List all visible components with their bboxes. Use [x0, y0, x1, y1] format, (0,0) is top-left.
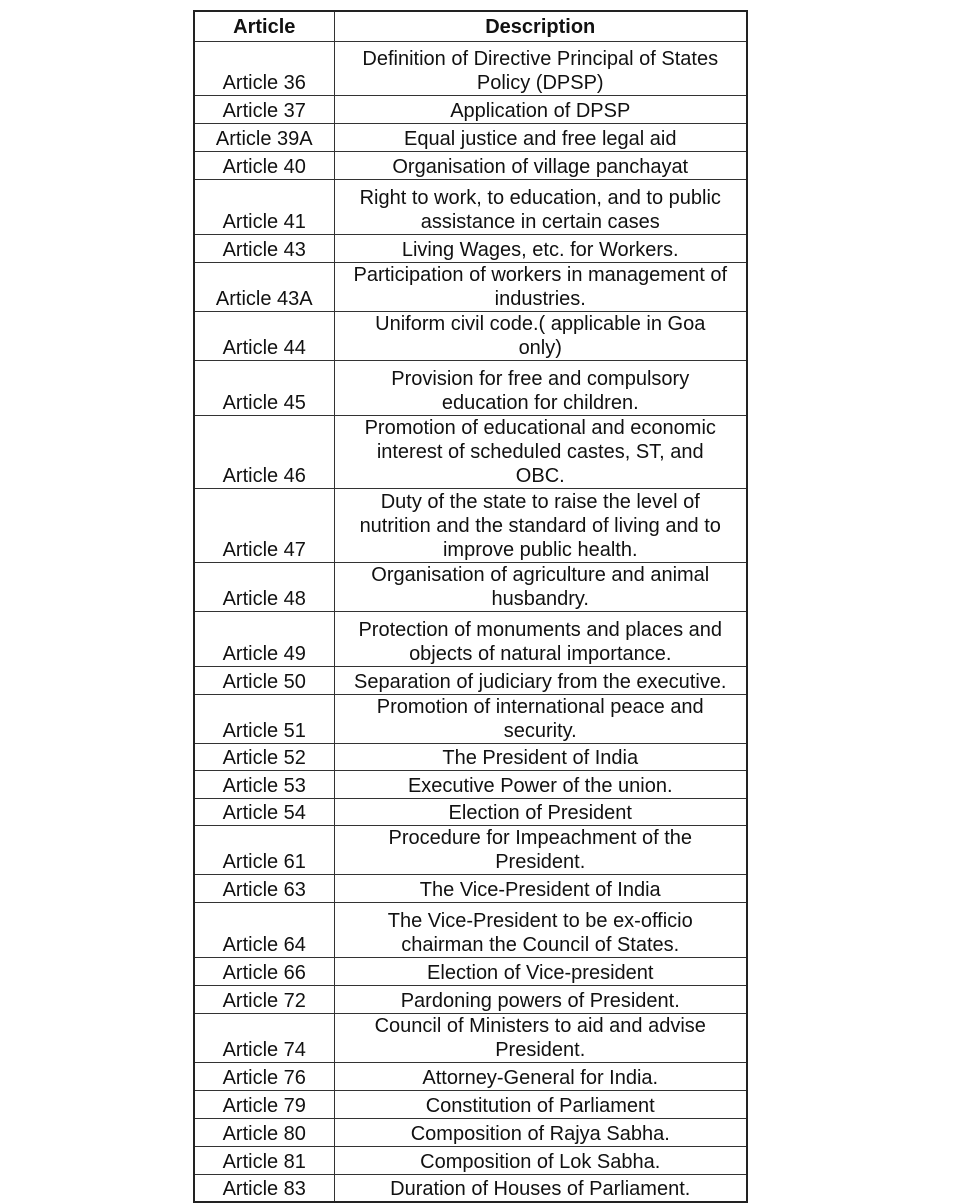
description-cell: Provision for free and compulsory education for children. — [334, 361, 747, 416]
description-cell: Separation of judiciary from the executive. — [334, 667, 747, 695]
article-cell: Article 44 — [194, 312, 334, 361]
article-cell: Article 39A — [194, 124, 334, 152]
description-cell: Protection of monuments and places and objects of natural importance. — [334, 612, 747, 667]
description-cell: Definition of Directive Principal of States Policy (DPSP) — [334, 42, 747, 96]
description-cell: Living Wages, etc. for Workers. — [334, 235, 747, 263]
article-cell: Article 52 — [194, 744, 334, 771]
description-cell: Constitution of Parliament — [334, 1091, 747, 1119]
description-cell: Council of Ministers to aid and advise President. — [334, 1014, 747, 1063]
table-row — [194, 312, 747, 361]
article-cell: Article 64 — [194, 903, 334, 958]
description-cell: Organisation of agriculture and animal husbandry. — [334, 563, 747, 612]
table-row — [194, 96, 747, 124]
description-cell: Election of President — [334, 799, 747, 826]
article-cell: Article 83 — [194, 1175, 334, 1202]
article-cell: Article 54 — [194, 799, 334, 826]
article-cell: Article 72 — [194, 986, 334, 1014]
article-cell: Article 49 — [194, 612, 334, 667]
article-cell: Article 46 — [194, 416, 334, 489]
article-cell: Article 40 — [194, 152, 334, 180]
table-row — [194, 152, 747, 180]
article-cell: Article 74 — [194, 1014, 334, 1063]
article-cell: Article 36 — [194, 42, 334, 96]
table-body — [194, 42, 747, 1202]
table-row — [194, 180, 747, 235]
articles-table — [193, 10, 748, 1203]
article-cell: Article 45 — [194, 361, 334, 416]
table-row — [194, 1063, 747, 1091]
table-row — [194, 744, 747, 771]
table-row — [194, 361, 747, 416]
table-row — [194, 563, 747, 612]
article-cell: Article 50 — [194, 667, 334, 695]
description-cell: Composition of Lok Sabha. — [334, 1147, 747, 1175]
table-row — [194, 695, 747, 744]
table-row — [194, 958, 747, 986]
table-row — [194, 771, 747, 799]
description-cell: Equal justice and free legal aid — [334, 124, 747, 152]
description-cell: Promotion of international peace and security. — [334, 695, 747, 744]
table-row — [194, 1147, 747, 1175]
article-cell: Article 37 — [194, 96, 334, 124]
description-cell: The Vice-President of India — [334, 875, 747, 903]
table-row — [194, 235, 747, 263]
description-cell: Organisation of village panchayat — [334, 152, 747, 180]
article-cell: Article 76 — [194, 1063, 334, 1091]
table-row — [194, 903, 747, 958]
article-cell: Article 43A — [194, 263, 334, 312]
article-cell: Article 79 — [194, 1091, 334, 1119]
description-cell: Procedure for Impeachment of the President. — [334, 826, 747, 875]
table-row — [194, 875, 747, 903]
description-cell: Pardoning powers of President. — [334, 986, 747, 1014]
table-row — [194, 1091, 747, 1119]
table-row — [194, 416, 747, 489]
table-row — [194, 263, 747, 312]
table-row — [194, 1014, 747, 1063]
table-row — [194, 612, 747, 667]
table-row — [194, 799, 747, 826]
article-cell: Article 61 — [194, 826, 334, 875]
table-row — [194, 1175, 747, 1202]
description-cell: Promotion of educational and economic interest of scheduled castes, ST, and OBC. — [334, 416, 747, 489]
description-cell: The President of India — [334, 744, 747, 771]
article-cell: Article 41 — [194, 180, 334, 235]
description-cell: Attorney-General for India. — [334, 1063, 747, 1091]
description-cell: Executive Power of the union. — [334, 771, 747, 799]
description-cell: Uniform civil code.( applicable in Goa only) — [334, 312, 747, 361]
description-cell: Right to work, to education, and to public assistance in certain cases — [334, 180, 747, 235]
description-cell: Election of Vice-president — [334, 958, 747, 986]
description-cell: Duty of the state to raise the level of nutrition and the standard of living and to improve public health. — [334, 489, 747, 563]
table-row — [194, 826, 747, 875]
table-row — [194, 1119, 747, 1147]
article-cell: Article 63 — [194, 875, 334, 903]
article-cell: Article 66 — [194, 958, 334, 986]
header-description: Description — [334, 11, 747, 42]
article-cell: Article 51 — [194, 695, 334, 744]
table-row — [194, 667, 747, 695]
header-article: Article — [194, 11, 334, 42]
article-cell: Article 81 — [194, 1147, 334, 1175]
article-cell: Article 53 — [194, 771, 334, 799]
table-header-row — [194, 11, 747, 42]
description-cell: Composition of Rajya Sabha. — [334, 1119, 747, 1147]
article-cell: Article 80 — [194, 1119, 334, 1147]
table-row — [194, 986, 747, 1014]
table-row — [194, 489, 747, 563]
description-cell: Duration of Houses of Parliament. — [334, 1175, 747, 1202]
article-cell: Article 47 — [194, 489, 334, 563]
article-cell: Article 48 — [194, 563, 334, 612]
description-cell: The Vice-President to be ex-officio chairman the Council of States. — [334, 903, 747, 958]
description-cell: Application of DPSP — [334, 96, 747, 124]
description-cell: Participation of workers in management of industries. — [334, 263, 747, 312]
table-row — [194, 124, 747, 152]
table-row — [194, 42, 747, 96]
article-cell: Article 43 — [194, 235, 334, 263]
